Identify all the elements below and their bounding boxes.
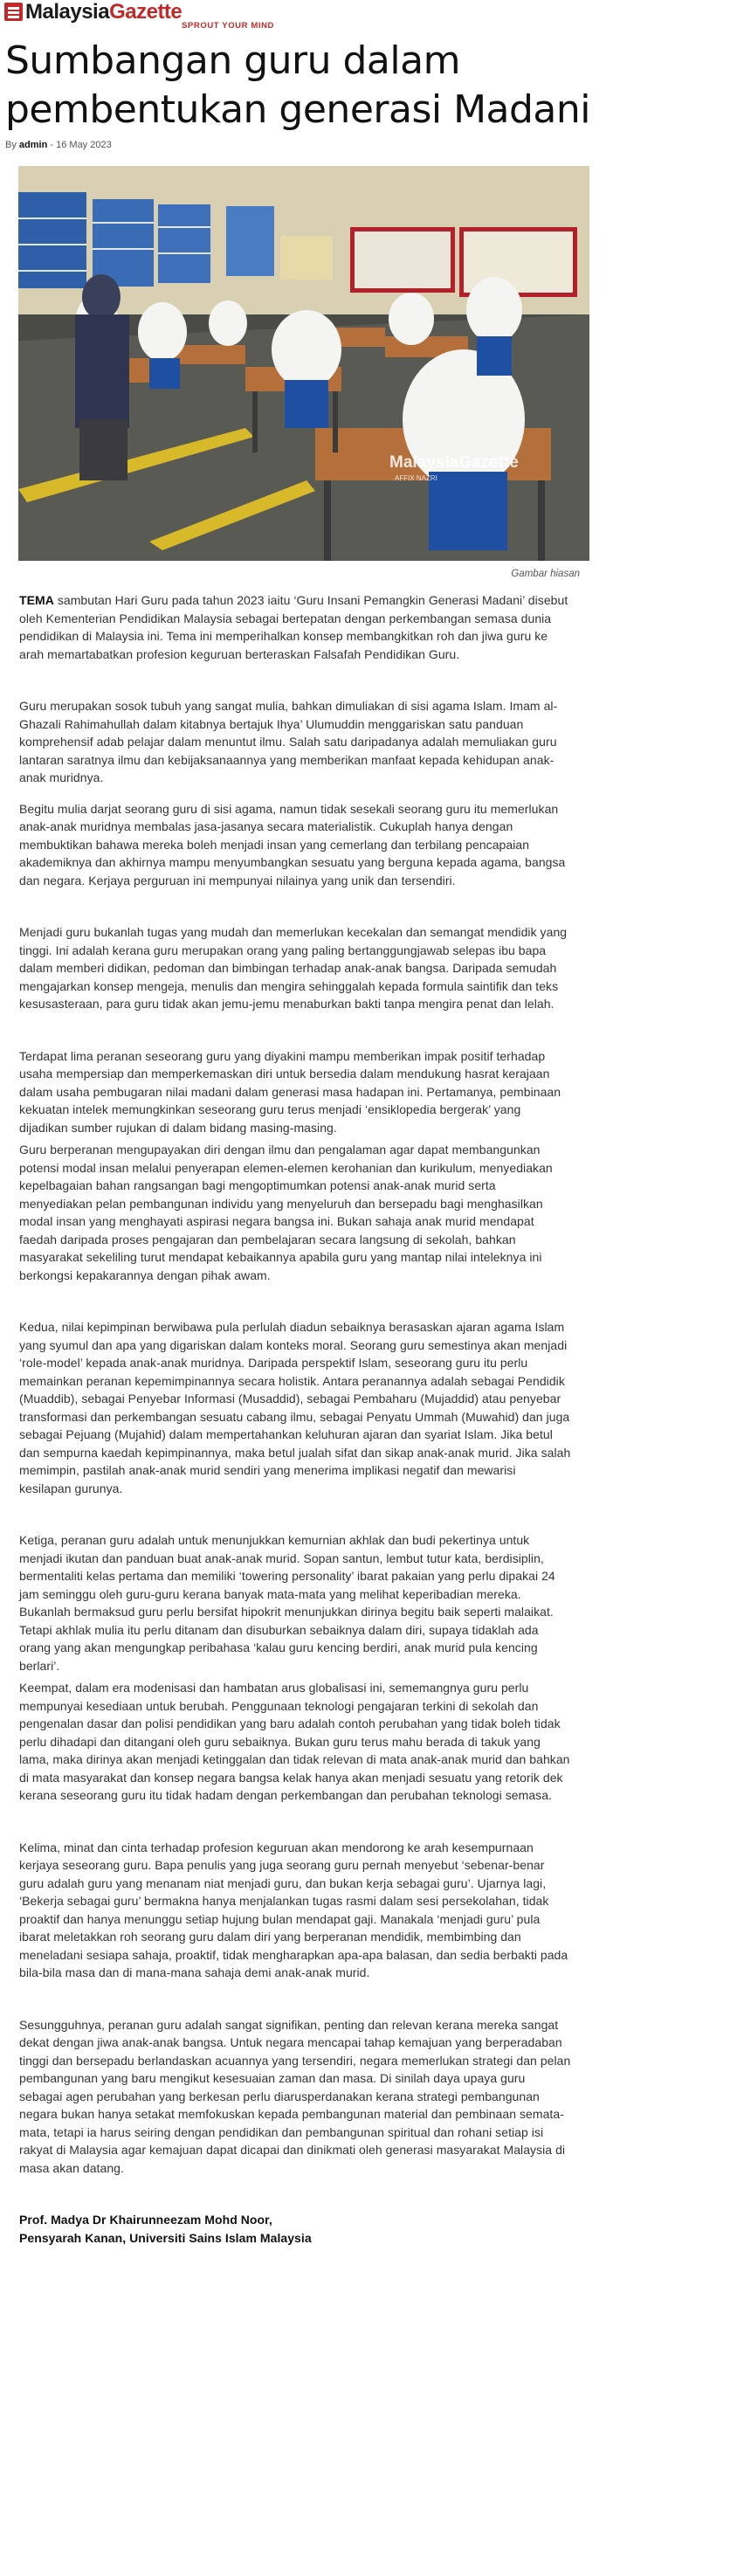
logo-mark-icon[interactable] [4,3,23,21]
article-body [19,591,571,2247]
paragraph-8: Ketiga, peranan guru adalah untuk menunjukkan kemurnian akhlak dan budi pekertinya untuk menjadi ikutan dan panduan buat anak-anak murid. Sopan santun, lembut tutur kata, berdisiplin, bermentaliti kelas pertama dan memiliki ‘towering personality’ ibarat pakaian yang perlu dipakai 24 jam seminggu oleh guru-guru kerana banyak mata-mata yang melihat keperibadian mereka. Bukanlah bermaksud guru perlu bersifat hipokrit menunjukkan dirinya begitu baik seperti malaikat. Tetapi akhlak mulia itu perlu ditanam dan disuburkan sebaiknya dalam diri, supaya tidaklah ada orang yang akan mengungkap peribahasa ‘kalau guru kencing berdiri, anak murid pula kencing berlari’. [19,1533,555,1673]
paragraph-10: Kelima, minat dan cinta terhadap profesion keguruan akan mendorong ke arah kesempurnaan kerjaya seseorang guru. Bapa penulis yang juga seorang guru pernah menyebut ‘sebenar-benar guru adalah guru yang menanam niat menjadi guru, dan bukan kerja sebagai guru’. Ujarnya lagi, ‘Bekerja sebagai guru’ bermakna hanya menjalankan tugas rasmi dalam sesi persekolahan, tidak proaktif dan hanya menunggu setiap hujung bulan mendapat gaji. Manakala ‘menjadi guru’ pula ibarat meletakkan roh seorang guru dalam diri yang berperanan mendidik, membimbing dan meneladani sesiapa sahaja, proaktif, tidak mengharapkan apa-apa balasan, dan sedia berbakti pada bila-bila masa dan di mana-mana sahaja demi anak-anak murid. [19,1840,568,1979]
paragraph-2: Guru merupakan sosok tubuh yang sangat mulia, bahkan dimuliakan di sisi agama Islam. Imam al-Ghazali Rahimahullah dalam kitabnya bertajuk Ihya’ Ulumuddin menggariskan satu panduan komprehensif adab pelajar dalam menuntut ilmu. Salah satu daripadanya adalah memuliakan guru lantaran saratnya ilmu dan kebijaksanaannya yang memberikan manfaat kepada kehidupan anak-anak muridnya. [19,699,558,784]
photo-credit: AFFIX NAZRI [395,474,437,482]
site-logo[interactable] [25,1,182,24]
logo-part2: Gazette [109,0,183,24]
paragraph-11: Sesungguhnya, peranan guru adalah sangat signifikan, penting dan relevan kerana mereka sangat dekat dengan jiwa anak-anak bangsa. Untuk negara mencapai tahap kemajuan yang berperadaban tinggi dan bersepadu berlandaskan acuannya yang tersendiri, negara memerlukan strategi dan pelan pembangunan yang baru mengikut kesesuaian zaman dan masa. Di sinilah daya upaya guru sebagai agen perubahan yang berkesan perlu diarusperdanakan kerana strategi pembangunan negara bukan hanya setakat memfokuskan kepada pembangunan material dan pembinaan semata-mata, tetapi ia harus seiring dengan pendidikan dan pembangunan spiritual dan rohani setiap isi rakyat di Malaysia agar kemajuan dapat dicapai dan dinikmati oleh generasi masyarakat Malaysia di masa akan datang. [19,2017,571,2175]
article-title: Sumbangan guru dalam pembentukan generasi Madani [5,38,591,132]
image-caption: Gambar hiasan [511,569,580,579]
site-header [4,1,354,34]
lead-word: TEMA [19,593,54,607]
paragraph-9: Keempat, dalam era modenisasi dan hambatan arus globalisasi ini, sememangnya guru perlu mempunyai kesediaan untuk berubah. Penggunaan teknologi pengajaran terkini di sekolah dan pengenalan dasar dan polisi pendidikan yang baru adalah contoh perubahan yang tidak boleh tidak perlu dihadapi dan ditangani oleh guru sebaiknya. Bukan guru terus mahu berada di takuk yang lama, maka dirinya akan menjadi ketinggalan dan tidak relevan di mata anak-anak murid dan bahkan di mata masyarakat dan konsep negara bangsa kelak hanya akan menjadi sesuatu yang retorik dek kerana seseorang guru itu tidak hadam dengan perkembangan dan perubahan teknologi semasa. [19,1681,570,1802]
author-link[interactable]: admin [18,140,48,150]
paragraph-1 [19,591,571,663]
paragraph-4: Menjadi guru bukanlah tugas yang mudah dan memerlukan kecekalan dan semangat mendidik yang tinggi. Ini adalah kerana guru merupakan orang yang paling bertanggungjawab selepas ibu bapa dalam memberi didikan, pedoman dan bimbingan terhadap anak-anak bangsa. Daripada semudah mengajarkan konsep mengeja, menulis dan mengira sehinggalah kepada formula saintifik dan teks kesusasteraan, para guru tidak akan jemu-jemu menaburkan bakti tanpa mengira penat dan lelah. [19,925,568,1011]
classroom-photo-illustration [18,166,589,561]
byline [5,140,112,150]
paragraph-6: Guru berperanan mengupayakan diri dengan ilmu dan pengalaman agar dapat membangunkan potensi modal insan melalui penyerapan elemen-elemen kerohanian dan kurikulum, menyediakan kepelbagaian bahan rangsangan bagi mengoptimumkan potensi anak-anak murid serta menyediakan pelan pembangunan individu yang menyeluruh dan bersepadu bagi menghasilkan modal insan yang menghayati aspirasi negara bangsa ini. Bukan sahaja anak murid mendapat faedah daripada proses pengajaran dan pembelajaran secara langsung di sekolah, bahkan masyarakat sekeliling turut mendapat kebaikannya apabila guru yang mantap nilai inteleknya ini berkongsi kepakarannya dengan pihak awam. [19,1143,553,1282]
photo-watermark: MalaysiaGazette [389,453,519,472]
byline-separator: - [50,140,54,150]
paragraph-5: Terdapat lima peranan seseorang guru yang diyakini mampu memberikan impak positif terhadap usaha mempersiap dan memperkemaskan diri untuk bersedia dalam mendukung hasrat kerajaan dalam usaha pembugaran nilai madani dalam generasi masa hadapan ini. Pertamanya, pembinaan kekuatan intelek memungkinkan seseorang guru terus menjadi ‘ensiklopedia bergerak’ yang dijadikan sumber rujukan di dalam bidang masing-masing. [19,1048,561,1135]
article-photo [18,166,589,561]
signature-name: Prof. Madya Dr Khairunneezam Mohd Noor, [19,2213,272,2227]
byline-prefix: By [5,140,17,150]
paragraph-7: Kedua, nilai kepimpinan berwibawa pula perlulah diadun sebaiknya berasaskan ajaran agama Islam yang syumul dan apa yang digariskan dalam konteks moral. Seorang guru semestinya akan menjadi ‘role-model’ kepada anak-anak muridnya. Daripada perspektif Islam, seseorang guru itu perlu memainkan peranan kepemimpinannya secara holistik. Antara peranannya adalah sebagai Pendidik (Muaddib), sebagai Penyebar Informasi (Musaddid), sebagai Pembaharu (Mujaddid) atau penyebar transformasi dan perkembangan sesuatu cabang ilmu, sebagai Penyatu Ummah (Muwahid) dan juga sebagai Pejuang (Mujahid) dalam mempertahankan keluhuran ajaran dan syariat Islam. Jika betul dan sempurna kaedah kepimpinannya, maka betul jualah sifat dan sikap anak-anak murid. Jika salah memimpin, pastilah anak-anak murid sendiri yang menerima implikasi negatif dan mewarisi kesilapan gurunya. [19,1320,571,1495]
paragraph-1-text: sambutan Hari Guru pada tahun 2023 iaitu ‘Guru Insani Pemangkin Generasi Madani’ disebut oleh Kementerian Pendidikan Malaysia sebagai bertepatan dengan perkembangan semasa dunia pendidikan di Malaysia ini. Tema ini memperihalkan konsep membangkitkan roh dan jiwa guru ke arah memartabatkan profesion keguruan berteraskan Falsafah Pendidikan Guru. [19,593,568,661]
publish-date: 16 May 2023 [56,140,112,150]
paragraph-3: Begitu mulia darjat seorang guru di sisi agama, namun tidak sesekali seorang guru itu memerlukan anak-anak muridnya membalas jasa-jasanya secara materialistik. Cukuplah hanya dengan membuktikan bahawa mereka boleh menjadi insan yang cemerlang dan terbilang pencapaian akademiknya dan akhirnya mampu menyumbangkan sesuatu yang berguna kepada agama, bangsa dan negara. Kerjaya perguruan ini mempunyai nilainya yang unik dan tersendiri. [19,801,566,887]
site-tagline: SPROUT YOUR MIND [182,21,275,31]
logo-part1: Malaysia [25,0,110,24]
signature-title: Pensyarah Kanan, Universiti Sains Islam Malaysia [19,2230,312,2245]
